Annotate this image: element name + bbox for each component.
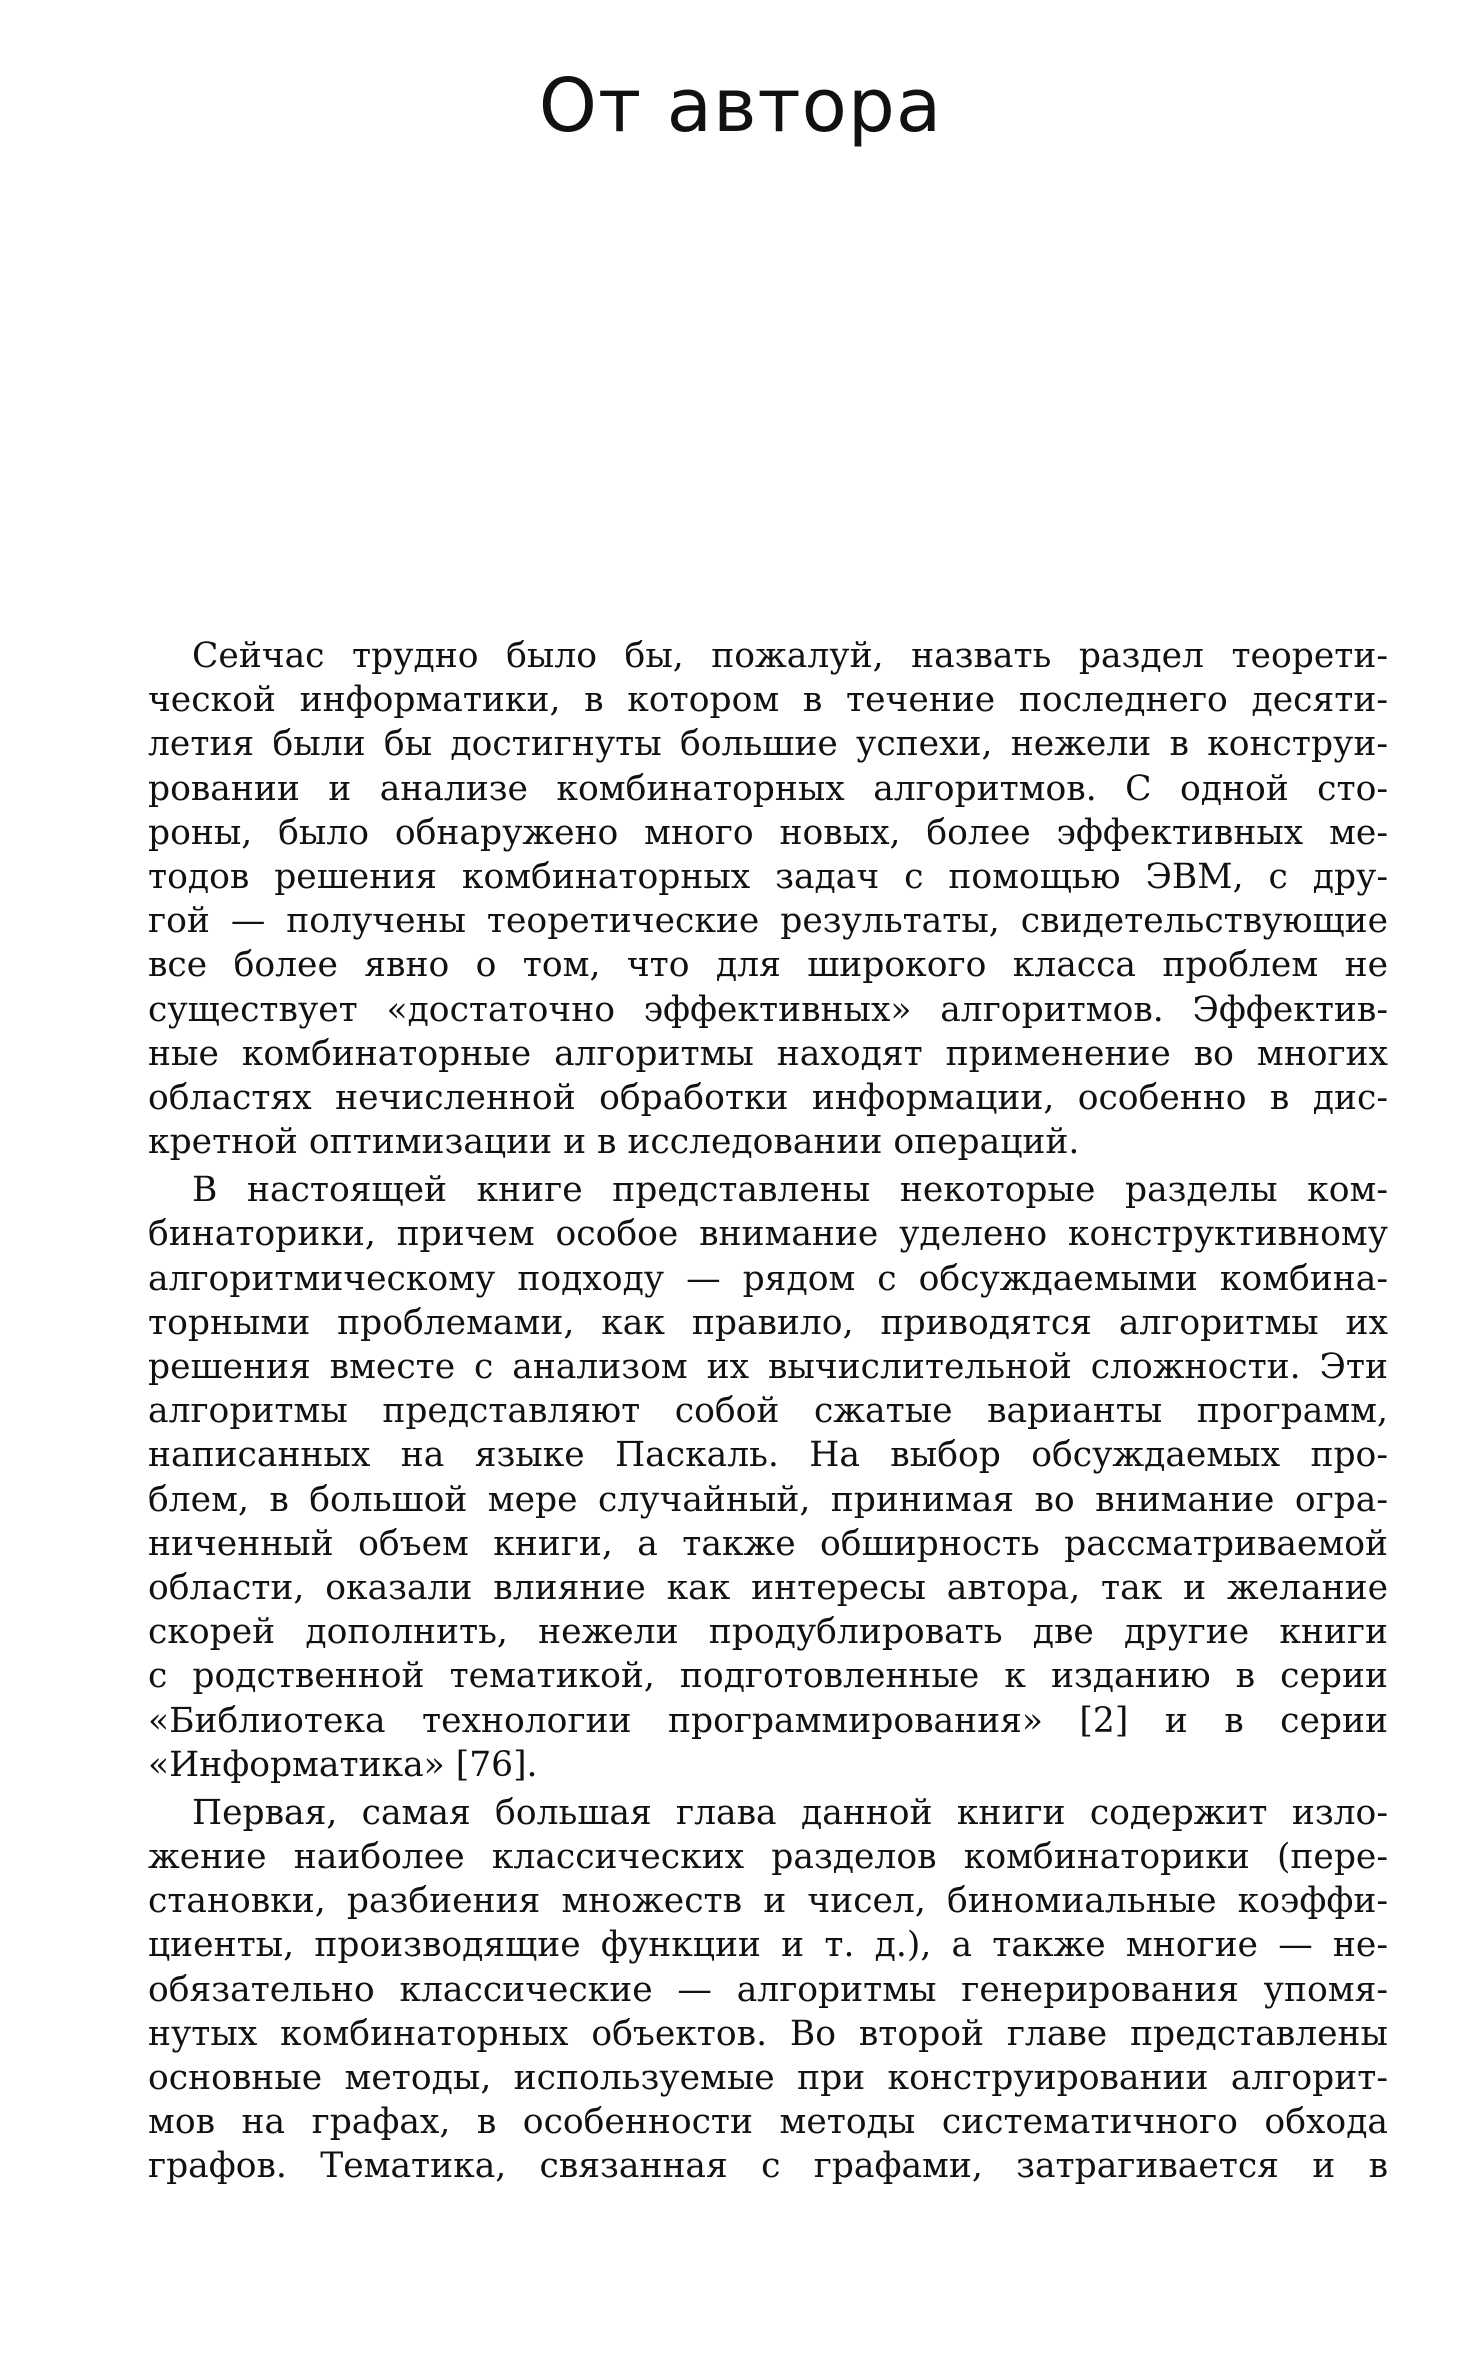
text-line: алгоритмы представляют собой сжатые варианты программ, [148, 1391, 1388, 1432]
page-title: От автора [538, 63, 943, 149]
text-line: блем, в большой мере случайный, принимая во внимание огра- [148, 1479, 1388, 1520]
body-text [148, 634, 1388, 2193]
text-line: ные комбинаторные алгоритмы находят применение во многих [148, 1033, 1388, 1074]
text-line: написанных на языке Паскаль. На выбор обсуждаемых про- [148, 1435, 1388, 1476]
text-line: мов на графах, в особенности методы систематичного обхода [148, 2102, 1388, 2143]
text-line: торными проблемами, как правило, приводятся алгоритмы их [148, 1302, 1388, 1343]
text-line: гой — получены теоретические результаты, свидетельствующие [148, 901, 1388, 942]
text-line: В настоящей книге представлены некоторые разделы ком- [192, 1170, 1388, 1211]
text-line: кретной оптимизации и в исследовании операций. [148, 1122, 1080, 1163]
text-line: с родственной тематикой, подготовленные к изданию в серии [148, 1656, 1388, 1697]
text-line: основные методы, используемые при конструировании алгорит- [148, 2058, 1388, 2098]
paragraph-2 [148, 1168, 1388, 1787]
text-line: роны, было обнаружено много новых, более эффективных ме- [148, 812, 1388, 853]
text-line: Сейчас трудно было бы, пожалуй, назвать раздел теорети- [192, 636, 1388, 676]
text-line: летия были бы достигнуты большие успехи, нежели в конструи- [148, 724, 1388, 765]
paragraph-1 [148, 634, 1388, 1164]
text-line: Первая, самая большая глава данной книги содержит изло- [192, 1792, 1388, 1833]
text-line: бинаторики, причем особое внимание уделено конструктивному [148, 1214, 1388, 1255]
text-line: «Библиотека технологии программирования» [2] и в серии [148, 1700, 1388, 1741]
text-line: циенты, производящие функции и т. д.), а также многие — не- [148, 1925, 1388, 1966]
text-line: нутых комбинаторных объектов. Во второй главе представлены [148, 2013, 1388, 2054]
text-line: ровании и анализе комбинаторных алгоритмов. С одной сто- [148, 768, 1388, 809]
text-line: тодов решения комбинаторных задач с помощью ЭВМ, с дру- [148, 856, 1388, 897]
text-line: области, оказали влияние как интересы автора, так и желание [148, 1567, 1388, 1608]
text-line: существует «достаточно эффективных» алгоритмов. Эффектив- [148, 989, 1388, 1030]
text-line: обязательно классические — алгоритмы генерирования упомя- [148, 1969, 1388, 2010]
text-line: ческой информатики, в котором в течение последнего десяти- [148, 680, 1388, 721]
text-line: ниченный объем книги, а также обширность рассматриваемой [148, 1523, 1388, 1564]
text-line: областях нечисленной обработки информации, особенно в дис- [148, 1077, 1388, 1118]
text-line: графов. Тематика, связанная с графами, затрагивается и в [148, 2146, 1388, 2187]
text-line: алгоритмическому подходу — рядом с обсуждаемыми комбина- [148, 1258, 1388, 1299]
paragraph-3 [148, 1791, 1388, 2189]
text-line: решения вместе с анализом их вычислительной сложности. Эти [148, 1347, 1388, 1387]
text-line: жение наиболее классических разделов комбинаторики (пере- [148, 1837, 1388, 1878]
text-line: скорей дополнить, нежели продублировать две другие книги [148, 1612, 1388, 1653]
text-line: все более явно о том, что для широкого класса проблем не [148, 945, 1388, 986]
text-line: «Информатика» [76]. [148, 1744, 538, 1785]
text-line: становки, разбиения множеств и чисел, биномиальные коэффи- [148, 1881, 1388, 1922]
